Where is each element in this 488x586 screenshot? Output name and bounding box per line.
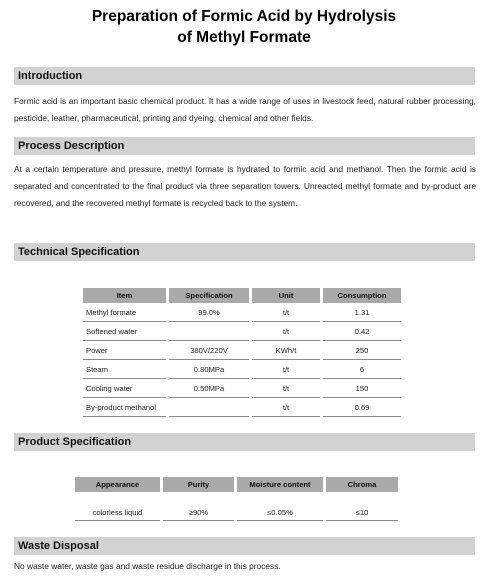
item-cell: Steam <box>83 361 166 379</box>
introduction-heading: Introduction <box>14 67 475 85</box>
technical-specification-heading: Technical Specification <box>14 243 475 261</box>
column-header-moisture-content: Moisture content <box>237 477 323 492</box>
table-row <box>83 342 401 360</box>
consumption-cell: 250 <box>323 342 401 360</box>
specification-cell: 380V/220V <box>169 342 249 360</box>
table-row <box>83 304 401 322</box>
table-header-row <box>75 477 398 492</box>
table-row <box>83 323 401 341</box>
specification-cell <box>169 323 249 341</box>
appearance-cell: colorless liquid <box>75 493 160 521</box>
item-cell: Methyl formate <box>83 304 166 322</box>
specification-cell: 0.50MPa <box>169 380 249 398</box>
column-header-purity: Purity <box>163 477 234 492</box>
column-header-consumption: Consumption <box>323 288 401 303</box>
page-title-line-2: of Methyl Formate <box>177 29 311 46</box>
item-cell: Softened water <box>83 323 166 341</box>
product-specification-table <box>72 476 401 522</box>
column-header-item: Item <box>83 288 166 303</box>
consumption-cell: 1.31 <box>323 304 401 322</box>
column-header-appearance: Appearance <box>75 477 160 492</box>
consumption-cell: 0.69 <box>323 399 401 417</box>
introduction-text: Formic acid is an important basic chemical product. It has a wide range of uses in livestock feed, natural rubber processing, pesticide, leather, pharmaceutical, printing and dyeing, chemical and other fields. <box>14 96 476 123</box>
specification-cell: 0.80MPa <box>169 361 249 379</box>
waste-disposal-text: No waste water, waste gas and waste residue discharge in this process. <box>14 561 281 571</box>
table-row <box>83 399 401 417</box>
item-cell: Power <box>83 342 166 360</box>
table-row <box>75 493 398 521</box>
unit-cell: t/t <box>252 361 320 379</box>
specification-cell <box>169 399 249 417</box>
unit-cell: KWh/t <box>252 342 320 360</box>
consumption-cell: 150 <box>323 380 401 398</box>
table-row <box>83 361 401 379</box>
table-header-row <box>83 288 401 303</box>
column-header-unit: Unit <box>252 288 320 303</box>
chroma-cell: ≤10 <box>326 493 398 521</box>
unit-cell: t/t <box>252 380 320 398</box>
product-specification-heading: Product Specification <box>14 433 475 451</box>
specification-cell: 99.0% <box>169 304 249 322</box>
page-title-line-1: Preparation of Formic Acid by Hydrolysis <box>91 8 397 25</box>
moisture-content-cell: ≤0.05% <box>237 493 323 521</box>
process-description-text: At a certain temperature and pressure, methyl formate is hydrated to formic acid and methanol. Then the formic acid is separated and concentrated to the final product via three separation towers. Unreacted methyl formate and by-product are recovered, and the recovered methyl formate is recycled back to the system. <box>14 164 476 208</box>
unit-cell: t/t <box>252 399 320 417</box>
waste-disposal-heading: Waste Disposal <box>14 537 475 555</box>
technical-specification-table <box>80 287 404 418</box>
consumption-cell: 6 <box>323 361 401 379</box>
table-row <box>83 380 401 398</box>
purity-cell: ≥90% <box>163 493 234 521</box>
item-cell: By-product methanol <box>83 399 166 417</box>
consumption-cell: 0.42 <box>323 323 401 341</box>
unit-cell: t/t <box>252 323 320 341</box>
unit-cell: t/t <box>252 304 320 322</box>
page-title <box>0 6 488 48</box>
process-description-heading: Process Description <box>14 137 475 155</box>
column-header-chroma: Chroma <box>326 477 398 492</box>
item-cell: Cooling water <box>83 380 166 398</box>
column-header-specification: Specification <box>169 288 249 303</box>
